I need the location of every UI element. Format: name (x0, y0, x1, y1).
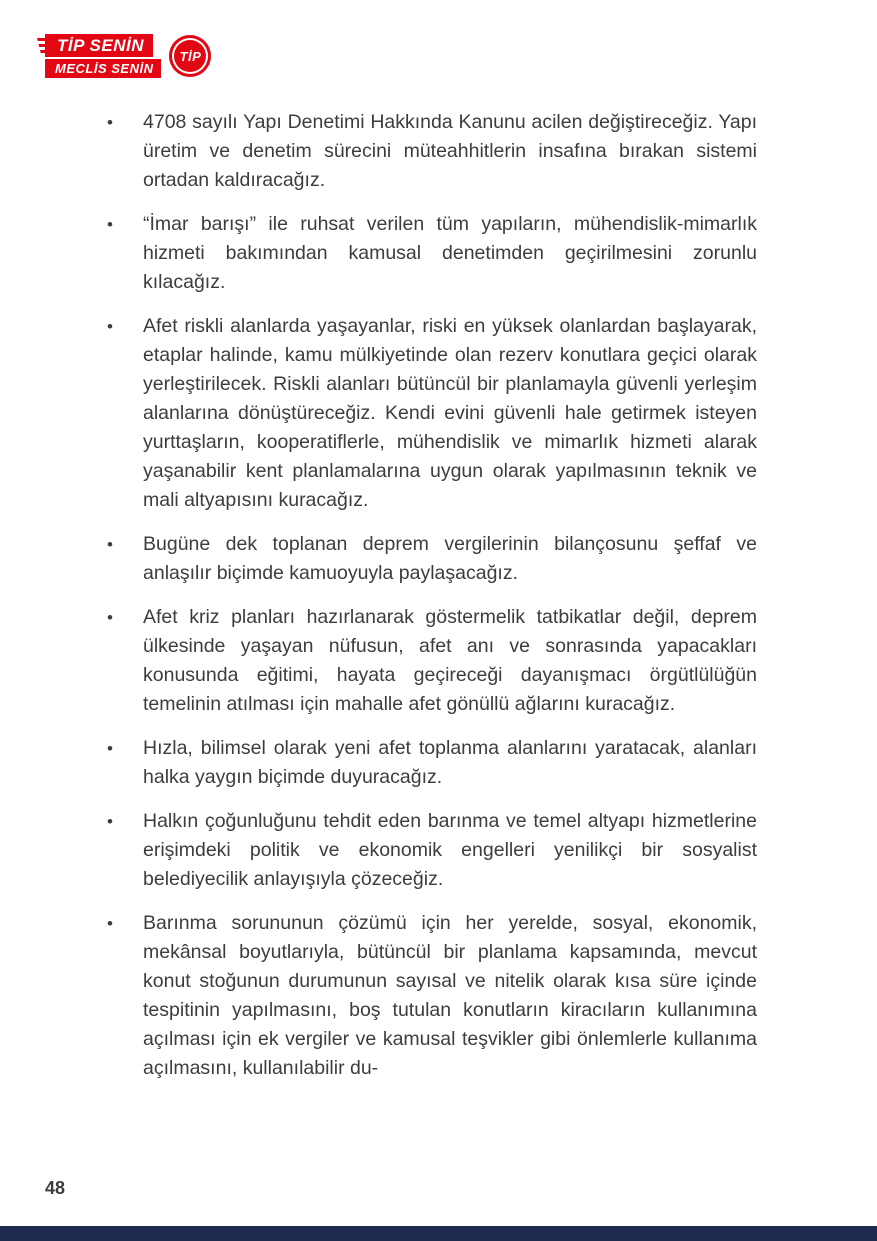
list-item (105, 603, 757, 719)
bullet-text: “İmar barışı” ile ruhsat verilen tüm yapıların, mühendislik-mimarlık hizmeti bakımından kamusal denetimden geçirilmesini zorunlu kılacağız. (143, 213, 757, 293)
tip-emblem-icon (169, 35, 211, 77)
bullet-marker: • (107, 317, 113, 336)
bullet-marker: • (107, 739, 113, 758)
logo-line1 (45, 34, 153, 57)
bullet-text: Hızla, bilimsel olarak yeni afet toplanma alanlarını yaratacak, alanları halka yaygın biçimde duyuracağız. (143, 737, 757, 788)
logo-line1-label: TİP SENİN (57, 36, 144, 55)
list-item (105, 210, 757, 297)
list-item (105, 909, 757, 1083)
bullet-marker: • (107, 215, 113, 234)
bullet-text: 4708 sayılı Yapı Denetimi Hakkında Kanunu acilen değiştireceğiz. Yapı üretim ve denetim sürecini müteahhitlerin insafına bırakan sistemi ortadan kaldıracağız. (143, 111, 757, 191)
page-number: 48 (45, 1178, 66, 1198)
logo-text-block (45, 34, 161, 78)
bullet-list (105, 108, 757, 1098)
bullet-text: Barınma sorununun çözümü için her yerelde, sosyal, ekonomik, mekânsal boyutlarıyla, bütüncül bir planlama kapsamında, mevcut konut stoğunun durumunun sayısal ve nitelik olarak kısa süre içinde tespitinin yapılmasını, boş tutulan konutların kiracıların kullanımına açılması için ek vergiler ve kamusal teşvikler gibi önlemlerle kullanıma açılmasını, kullanılabilir du- (143, 912, 757, 1079)
bullet-text: Afet kriz planları hazırlanarak göstermelik tatbikatlar değil, deprem ülkesinde yaşayan nüfusun, afet anı ve sonrasında yapacakları konusunda eğitimi, hayata geçireceği dayanışmacı örgütlülüğün temelinin atılması için mahalle afet gönüllü ağlarını kuracağız. (143, 606, 757, 715)
bullet-marker: • (107, 608, 113, 627)
logo-line2-label: MECLİS SENİN (55, 61, 154, 76)
footer-bar (0, 1226, 877, 1241)
list-item (105, 312, 757, 515)
bullet-text: Halkın çoğunluğunu tehdit eden barınma ve temel altyapı hizmetlerine erişimdeki politik ve ekonomik engelleri yenilikçi bir sosyalist belediyecilik anlayışıyla çözeceğiz. (143, 810, 757, 890)
bullet-text: Bugüne dek toplanan deprem vergilerinin bilançosunu şeffaf ve anlaşılır biçimde kamuoyuyla paylaşacağız. (143, 533, 757, 584)
logo-line2 (45, 59, 161, 78)
bullet-marker: • (107, 812, 113, 831)
bullet-text: Afet riskli alanlarda yaşayanlar, riski en yüksek olanlardan başlayarak, etaplar halinde, kamu mülkiyetinde olan rezerv konutlara geçici olarak yerleştirilecek. Riskli alanları bütüncül bir planlamayla güvenli yerleşim alanlarına dönüştüreceğiz. Kendi evini güvenli hale getirmek isteyen yurttaşların, kooperatiflerle, mühendislik ve mimarlık hizmeti alarak yaşanabilir kent planlamalarına uygun olarak yapılmasının teknik ve mali altyapısını kuracağız. (143, 315, 757, 511)
list-item (105, 530, 757, 588)
emblem-label: TİP (179, 48, 202, 64)
bullet-marker: • (107, 113, 113, 132)
list-item (105, 108, 757, 195)
list-item (105, 734, 757, 792)
tip-logo (45, 34, 211, 78)
list-item (105, 807, 757, 894)
speed-lines-icon (37, 38, 47, 54)
bullet-marker: • (107, 914, 113, 933)
bullet-marker: • (107, 535, 113, 554)
